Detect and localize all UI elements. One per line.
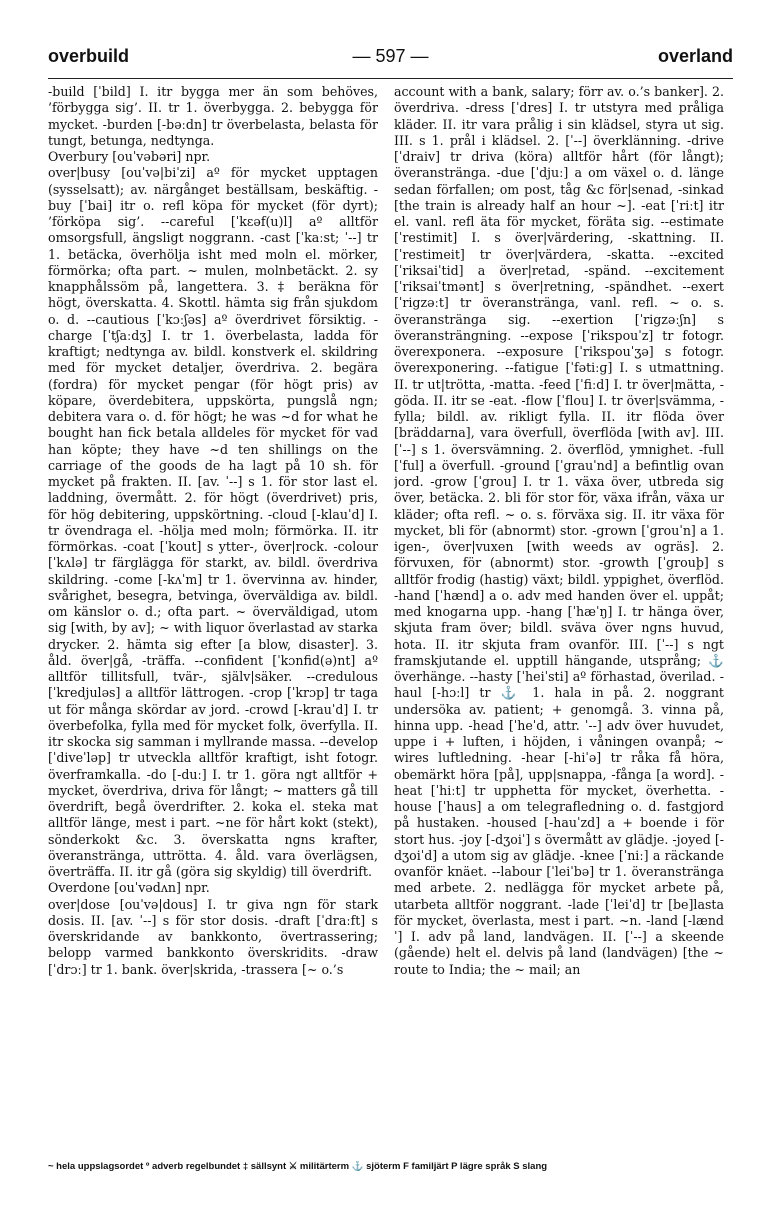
page-header [48, 46, 733, 74]
header-rule [48, 78, 733, 79]
dictionary-entry: Overbury [ouˈvəbəri] npr. [48, 149, 211, 164]
dictionary-entry: over|busy [ouˈvə|biˈzi] aº för mycket upptagen (sysselsatt); av. närgånget beställsam, beskäftig. -buy [ˈbai] itr o. refl köpa för mycket (för dyrt); ’förköpa sig’. --careful [ˈkɛəf(u)l] aº alltför omsorgsfull, ängsligt noggrann. -cast [ˈkaːst; ˈ--] tr 1. betäcka, överhölja isht med moln el. mörker, förmörka; ofta part. ~ mulen, molnbetäckt. 2. sy knapphålssöm på, langettera. 3. ‡ beräkna för högt, överskatta. 4. Skottl. hämta sig från sjukdom o. d. --cautious [ˈkɔːʃəs] aº överdrivet försiktig. -charge [ˈtʃaːdʒ] I. tr 1. överbelasta, ladda för kraftigt; nedtynga av. bildl. konstverk el. skildring med för mycket detaljer, överdriva. 2. begära (fordra) för mycket pengar (för högt pris) av köpare, överdebitera, uppskörta, pungslå ngn; debitera vara o. d. för högt; he was ~d for what he bought han fick betala alldeles för mycket för vad han köpte; they have ~d ten shillings on the carriage of the goods de ha lagt på 10 sh. för mycket på frakten. II. [av. ˈ--] s 1. för stor last el. laddning, övermått. 2. för högt (överdrivet) pris, för hög debitering, uppskörtning. -cloud [-klauˈd] I. tr övendraga el. -hölja med moln; förmörka. II. itr förmörkas. -coat [ˈkout] s ytter-, över|rock. -colour [ˈkʌlə] tr färgläggа för starkt, av. bildl. överdriva skildring. -come [-kʌˈm] tr 1. övervinna av. hinder, svårighet, besegra, betvinga, överväldiga av. bildl. om känslor o. d.; ofta part. ~ överväldigad, utom sig [with, by av]; ~ with liquor överlastad av starka drycker. 2. hämta sig efter [a blow, disaster]. 3. åld. över|gå, -träffa. --confident [ˈkɔnfid(ə)nt] aº alltför tillitsfull, tvär-, själv|säker. --credulous [ˈkredjuləs] a alltför lättrogen. -crop [ˈkrɔp] tr taga ut för många skördar av jord. -crowd [-krauˈd] I. tr överbefolka, fylla med för mycket folk, överfylla. II. itr skocka sig samman i myllrande massa. --develop [ˈdiveˈləp] tr utveckla alltför kraftigt, isht fotogr. överframkalla. -do [-duː] I. tr 1. göra ngt alltför + mycket, överdriva, driva för långt; ~ matters gå till överdrift, begå överdrifter. 2. koka el. steka mat alltför länge, mest i part. ~ne för hårt kokt (stekt), sönderkokt &c. 3. överskatta ngns krafter, överanstränga, uttrötta. 4. åld. vara överlägsen, överträffa. II. itr gå (göra sig skyldig) till överdrift. [48, 165, 378, 879]
guide-word-right: overland [657, 46, 733, 66]
guide-word-left: overbuild [48, 46, 130, 66]
dictionary-entry: account with a bank, salary; förr av. o.’s banker]. 2. överdriva. -dress [ˈdres] I. tr utstyra med pråliga kläder. II. itr vara prålig i sin klädsel, styra ut sig. III. s 1. prål i klädsel. 2. [ˈ--] överklänning. -drive [ˈdraiv] tr driva (köra) alltför hårt (för långt); överanstränga. -due [ˈdjuː] a om växel o. d. länge sedan förfallen; om post, tåg &c för|senad, -sinkad [the train is already half an hour ~]. -eat [ˈriːt] itr el. vanl. refl äta för mycket, föräta sig. --estimate [ˈrestimit] I. s över|värdering, -skattning. II. [ˈrestimeit] tr över|värdera, -skatta. --excited [ˈriksaiˈtid] a över|retad, -spänd. --excitement [ˈriksaiˈtmənt] s över|retning, -spändhet. --exert [ˈrigzəːt] tr överanstränga, vanl. refl. ~ o. s. överanstränga sig. --exertion [ˈrigzəːʃn] s överansträngning. --expose [ˈrikspouˈz] tr fotogr. överexponera. --exposure [ˈrikspouˈʒə] s fotogr. överexponering. --fatigue [ˈfətiːɡ] I. s utmattning. II. tr ut|trötta, -matta. -feed [ˈfiːd] I. tr över|mätta, -göda. II. itr se -eat. -flow [ˈflou] I. tr över|svämma, -fylla; bildl. av. rikligt fylla. II. itr flöda över [bräddarna], vara överfull, överflöda [with av]. III. [ˈ--] s 1. översvämning. 2. överflöd, ymnighet. -full [ˈful] a överfull. -ground [ˈgrauˈnd] a befintlig ovan jord. -grow [ˈgrou] I. tr 1. växa över, utbreda sig över, betäcka. 2. bli för stor för, växa ifrån, växa ur kläder; ofta refl. ~ o. s. förväxa sig. II. itr växa för mycket, bli för (abnormt) stor. -grown [ˈgrouˈn] a 1. igen-, över|vuxen [with weeds av ogräs]. 2. förvuxen, för (abnormt) stor. -growth [ˈgrouþ] s alltför frodig (hastig) växt; bildl. yppighet, överflöd. -hand [ˈhænd] a o. adv med handen över el. uppåt; med knogarna upp. -hang [ˈhæˈŋ] I. tr hänga över, skjuta fram över; bildl. sväva över ngns huvud, hota. II. itr skjuta fram ovanför. III. [ˈ--] s ngt framskjutande el. upptill hängande, utsprång; ⚓ överhänge. --hasty [ˈheiˈsti] aº förhastad, överilad. -haul [-hɔːl] tr ⚓ 1. hala in på. 2. noggrant undersöka av. patient; + genomgå. 3. vinna på, hinna upp. -head [ˈheˈd, attr. ˈ--] adv över huvudet, uppe i + luften, i höjden, i våningen ovanpå; ~ wires luftledning. -hear [-hiˈə] tr råka få höra, obemärkt höra [på], upp|snappa, -fånga [a word]. -heat [ˈhiːt] tr upphetta för mycket, överhetta. -house [ˈhaus] a om telegrafledning o. d. fastgjord på hustaken. -housed [-hauˈzd] a + boende i för stort hus. -joy [-dʒoiˈ] s övermått av glädje. -joyed [-dʒoiˈd] a utom sig av glädje. -knee [ˈniː] a räckande ovanför knäet. --labour [ˈleiˈbə] tr 1. överanstränga med arbete. 2. nedlägga för mycket arbete på, utarbeta alltför noggrant. -lade [ˈleiˈd] tr [be]lasta för mycket, överlasta, mest i part. ~n. -land [-lændˈ] I. adv på land, landvägen. II. [ˈ--] a skeende (gående) helt el. delvis på land (landvägen) [the ~ route to India; the ~ mail; an [394, 84, 724, 977]
dictionary-entry: over|dose [ouˈvə|dous] I. tr giva ngn för stark dosis. II. [av. ˈ--] s för stor dosis. -draft [ˈdraːft] s överskridande av bankkonto, övertrassering; belopp varmed bankkonto överskridits. -draw [ˈdrɔː] tr 1. bank. över|skrida, -trassera [~ o.’s [48, 896, 378, 977]
dictionary-entry: Overdone [ouˈvədʌn] npr. [48, 880, 210, 896]
right-column [394, 84, 724, 1146]
abbreviation-legend: ~ hela uppslagsordet º adverb regelbundet ‡ sällsynt ⚔ militärterm ⚓ sjöterm F familjärt P lägre språk S slang [48, 1161, 548, 1172]
dictionary-entry: -build [ˈbild] I. itr bygga mer än som behöves, ’förbygga sig’. II. tr 1. överbygga. 2. bebygga för mycket. -burden [-bəːdn] tr överbelasta, belasta för tungt, betunga, nedtynga. [48, 84, 378, 148]
page-number: — 597 — [352, 46, 429, 66]
left-column [48, 84, 378, 1146]
